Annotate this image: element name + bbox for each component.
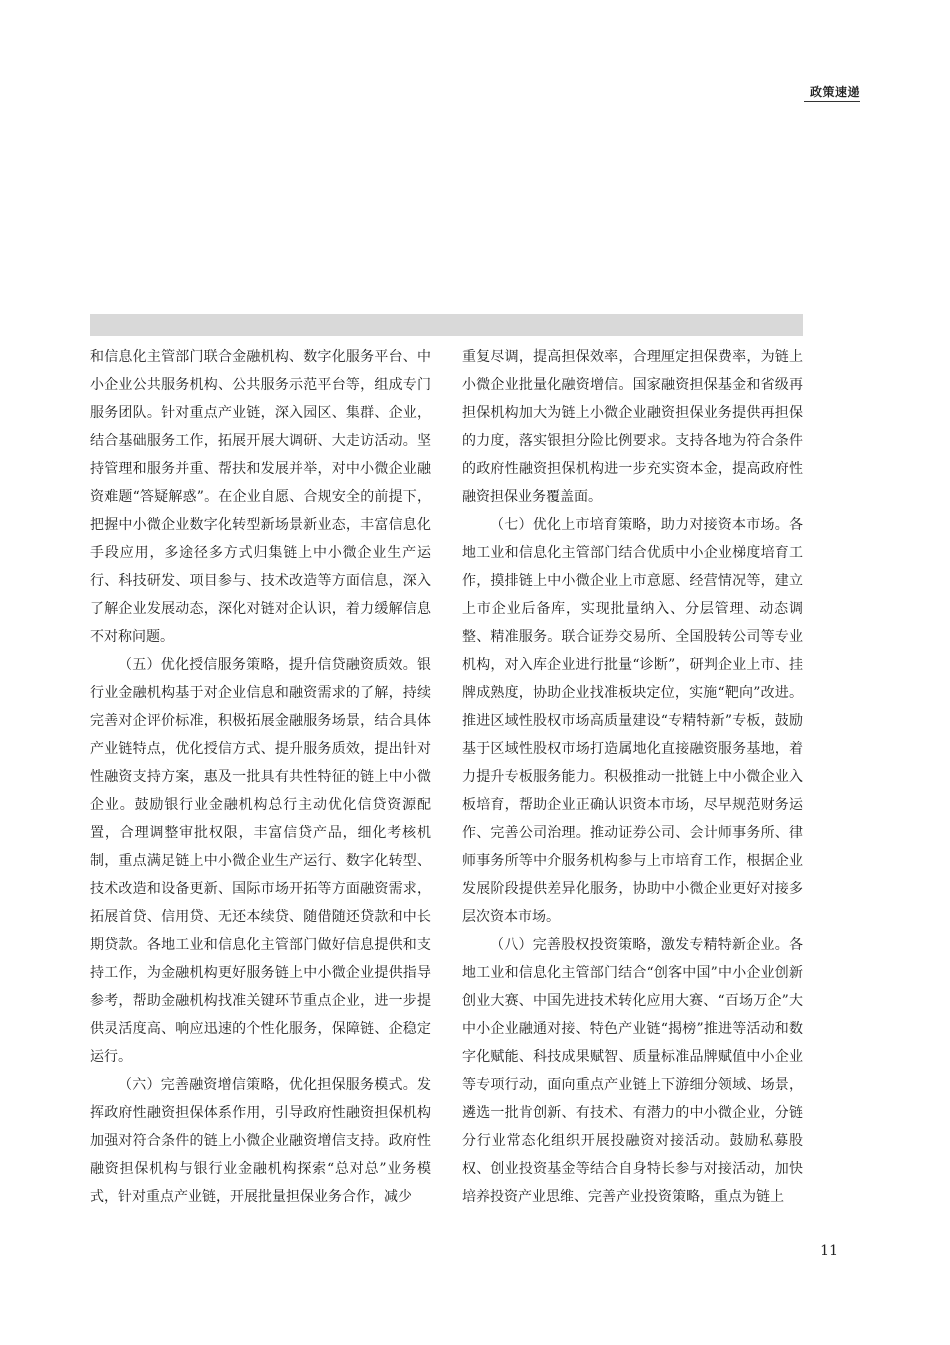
section-tag: 政策速递 [804,84,860,102]
body-paragraph: （六）完善融资增信策略，优化担保服务模式。发挥政府性融资担保体系作用，引导政府性融资担保机构加强对符合条件的链上小微企业融资增信支持。政府性融资担保机构与银行业金融机构探索“总对总”业务模式，针对重点产业链，开展批量担保业务合作，减少 [90,1077,431,1205]
page-number: 11 [820,1243,838,1259]
header-divider-bar [90,314,803,336]
body-paragraph: （五）优化授信服务策略，提升信贷融资质效。银行业金融机构基于对企业信息和融资需求的了解，持续完善对企评价标准，积极拓展金融服务场景，结合具体产业链特点，优化授信方式、提升服务质效，提出针对性融资支持方案，惠及一批具有共性特征的链上中小微企业。鼓励银行业金融机构总行主动优化信贷资源配置，合理调整审批权限，丰富信贷产品，细化考核机制，重点满足链上中小微企业生产运行、数字化转型、技术改造和设备更新、国际市场开拓等方面融资需求，拓展首贷、信用贷、无还本续贷、随借随还贷款和中长期贷款。各地工业和信息化主管部门做好信息提供和支持工作，为金融机构更好服务链上中小微企业提供指导参考，帮助金融机构找准关键环节重点企业，进一步提供灵活度高、响应迅速的个性化服务，保障链、企稳定运行。 [90,657,431,1065]
right-text-column [462,343,803,1211]
body-paragraph: 重复尽调，提高担保效率，合理厘定担保费率，为链上小微企业批量化融资增信。国家融资担保基金和省级再担保机构加大为链上小微企业融资担保业务提供再担保的力度，落实银担分险比例要求。支持各地为符合条件的政府性融资担保机构进一步充实资本金，提高政府性融资担保业务覆盖面。 [462,349,803,505]
body-paragraph: （八）完善股权投资策略，激发专精特新企业。各地工业和信息化主管部门结合“创客中国”中小企业创新创业大赛、中国先进技术转化应用大赛、“百场万企”大中小企业融通对接、特色产业链“揭榜”推进等活动和数字化赋能、科技成果赋智、质量标准品牌赋值中小企业等专项行动，面向重点产业链上下游细分领域、场景，遴选一批肯创新、有技术、有潜力的中小微企业，分链分行业常态化组织开展投融资对接活动。鼓励私募股权、创业投资基金等结合自身特长参与对接活动，加快培养投资产业思维、完善产业投资策略，重点为链上 [462,937,803,1205]
body-paragraph: 和信息化主管部门联合金融机构、数字化服务平台、中小企业公共服务机构、公共服务示范平台等，组成专门服务团队。针对重点产业链，深入园区、集群、企业，结合基础服务工作，拓展开展大调研、大走访活动。坚持管理和服务并重、帮扶和发展并举，对中小微企业融资难题“答疑解惑”。在企业自愿、合规安全的前提下，把握中小微企业数字化转型新场景新业态，丰富信息化手段应用，多途径多方式归集链上中小微企业生产运行、科技研发、项目参与、技术改造等方面信息，深入了解企业发展动态，深化对链对企认识，着力缓解信息不对称问题。 [90,349,431,645]
body-paragraph: （七）优化上市培育策略，助力对接资本市场。各地工业和信息化主管部门结合优质中小企业梯度培育工作，摸排链上中小微企业上市意愿、经营情况等，建立上市企业后备库，实现批量纳入、分层管理、动态调整、精准服务。联合证券交易所、全国股转公司等专业机构，对入库企业进行批量“诊断”，研判企业上市、挂牌成熟度，协助企业找准板块定位，实施“靶向”改进。推进区域性股权市场高质量建设“专精特新”专板，鼓励基于区域性股权市场打造属地化直接融资服务基地，着力提升专板服务能力。积极推动一批链上中小微企业入板培育，帮助企业正确认识资本市场，尽早规范财务运作、完善公司治理。推动证券公司、会计师事务所、律师事务所等中介服务机构参与上市培育工作，根据企业发展阶段提供差异化服务，协助中小微企业更好对接多层次资本市场。 [462,517,803,925]
left-text-column [90,343,431,1211]
